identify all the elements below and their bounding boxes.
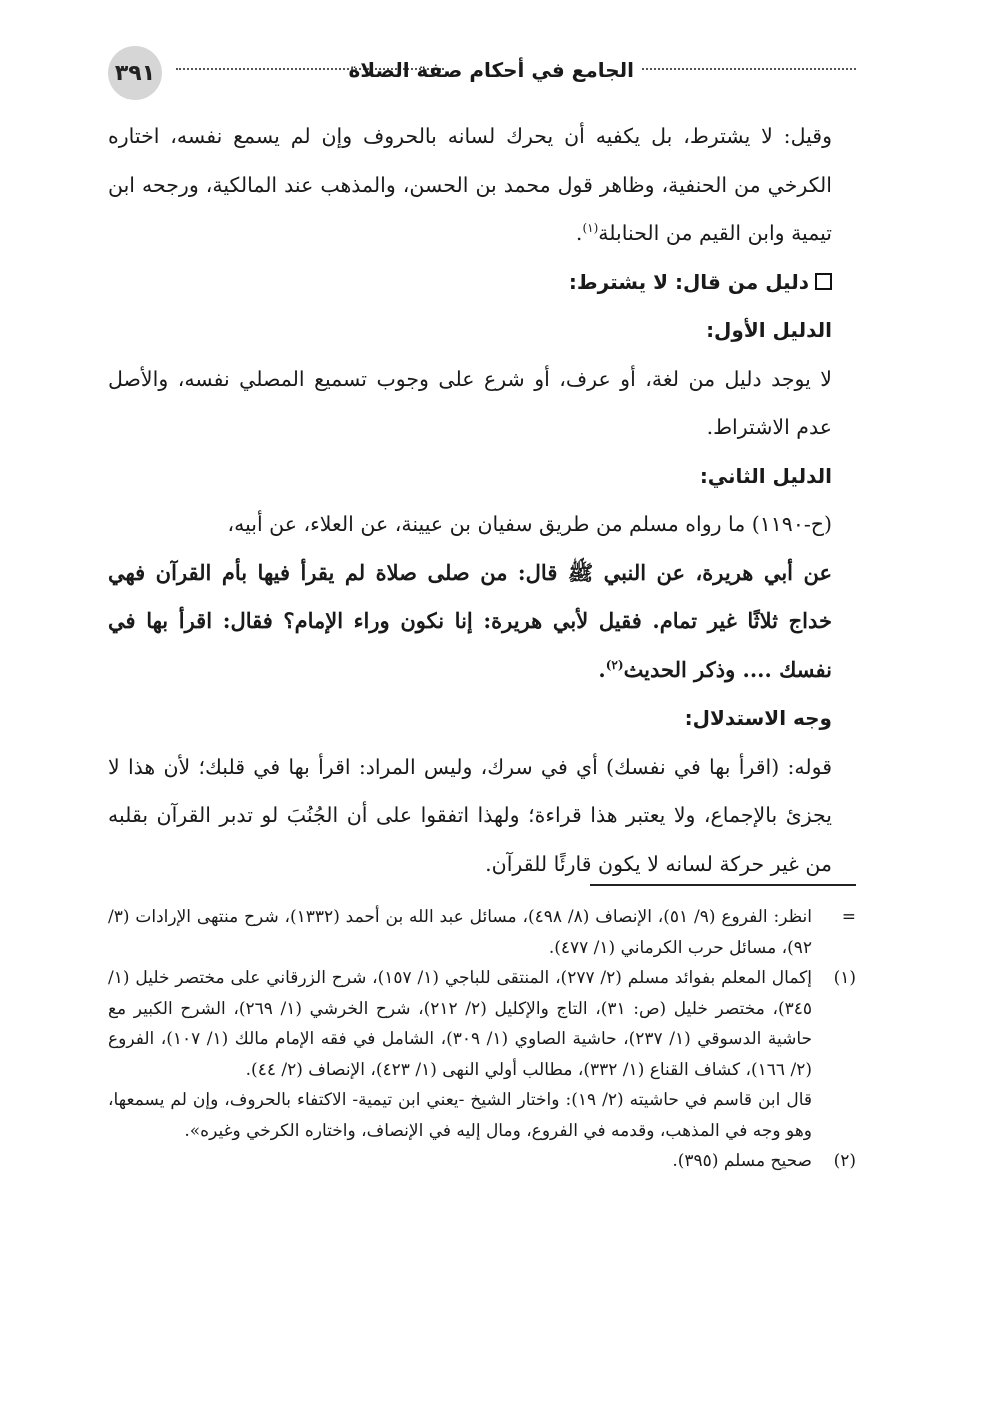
footnote-1-mark: (١) [833,968,856,988]
footnote-1-continued: قال ابن قاسم في حاشيته (٢/ ١٩): واختار الشيخ -يعني ابن تيمية- الاكتفاء بالحروف، وإن لم يسمعها، وهو وجه في المذهب، وقدمه في الفروع، ومال إليه في الإنصاف، واختاره الكرخي وغيره». [108,1090,813,1141]
main-text [108,112,856,888]
paragraph-hadith-chain: (ح-١١٩٠) ما رواه مسلم من طريق سفيان بن عيينة، عن العلاء، عن أبيه، [227,512,832,536]
footnotes [108,902,856,1177]
footnote-1: (١) إكمال المعلم بفوائد مسلم (٢/ ٢٧٧)، المنتقى للباجي (١/ ١٥٧)، شرح الزرقاني على مختصر خليل (١/ ٣٤٥)، مختصر خليل (ص: ٣١)، التاج والإكليل (٢/ ٢١٢)، شرح الخرشي (١/ ٢٦٩)، الشرح الكبير مع حاشية الدسوقي (١/ ٢٣٧)، حاشية الصاوي (١/ ٣٠٩)، الشامل في فقه الإمام مالك (١/ ١٠٧)، الفروع (٢/ ١٦٦)، كشاف القناع (١/ ٣٣٢)، مطالب أولي النهى (١/ ٤٢٣)، الإنصاف (٢/ ٤٤). [108,963,856,1085]
running-title: الجامع في أحكام صفة الصلاة [348,58,634,82]
footnote-ref-2[interactable]: (٢) [605,657,624,672]
footnote-separator [590,884,856,886]
page-header [108,46,856,96]
heading-first-evidence: الدليل الأول: [706,318,832,342]
square-bullet-icon [815,273,832,290]
footnote-continuation-mark: = [841,907,856,927]
heading-second-evidence: الدليل الثاني: [699,463,832,488]
section-heading-evidence: دليل من قال: لا يشترط: [108,258,856,307]
paragraph-opinion: وقيل: لا يشترط، بل يكفيه أن يحرك لسانه بالحروف وإن لم يسمع نفسه، اختاره الكرخي من الحنفية، وظاهر قول محمد بن الحسن، والمذهب عند المالكية، ورجحه ابن تيمية وابن القيم من الحنابلة$^{(١)}$. [108,124,832,245]
footnote-2-mark: (٢) [833,1151,856,1171]
heading-inference: وجه الاستدلال: [684,706,832,730]
header-dotted-rule-right [642,68,856,70]
paragraph-hadith-text: عن أبي هريرة، عن النبي ﷺ قال: من صلى صلاة لم يقرأ فيها بأم القرآن فهي خداج ثلاثًا غير تمام. فقيل لأبي هريرة: إنا نكون وراء الإمام؟ فقال: اقرأ بها في نفسك .... وذكر الحديث$^{(٢)}$. [108,559,832,682]
page-number: ٣٩١ [108,46,162,100]
paragraph-inference: قوله: (اقرأ بها في نفسك) أي في سرك، وليس المراد: اقرأ بها في قلبك؛ لأن هذا لا يجزئ بالإجماع، ولا يعتبر هذا قراءة؛ ولهذا اتفقوا على أن الجُنُبَ لو تدبر القرآن بقلبه من غير حركة لسانه لا يكون قارئًا للقرآن. [108,754,832,876]
footnote-continued: = انظر: الفروع (٩/ ٥١)، الإنصاف (٨/ ٤٩٨)، مسائل عبد الله بن أحمد (١٣٣٢)، شرح منتهى الإرادات (٣/ ٩٢)، مسائل حرب الكرماني (١/ ٤٧٧). [108,902,856,963]
footnote-ref-1[interactable]: (١) [582,221,599,236]
paragraph-first-evidence: لا يوجد دليل من لغة، أو عرف، أو شرع على وجوب تسميع المصلي نفسه، والأصل عدم الاشتراط. [108,366,832,439]
footnote-2: (٢) صحيح مسلم (٣٩٥). [108,1146,856,1177]
